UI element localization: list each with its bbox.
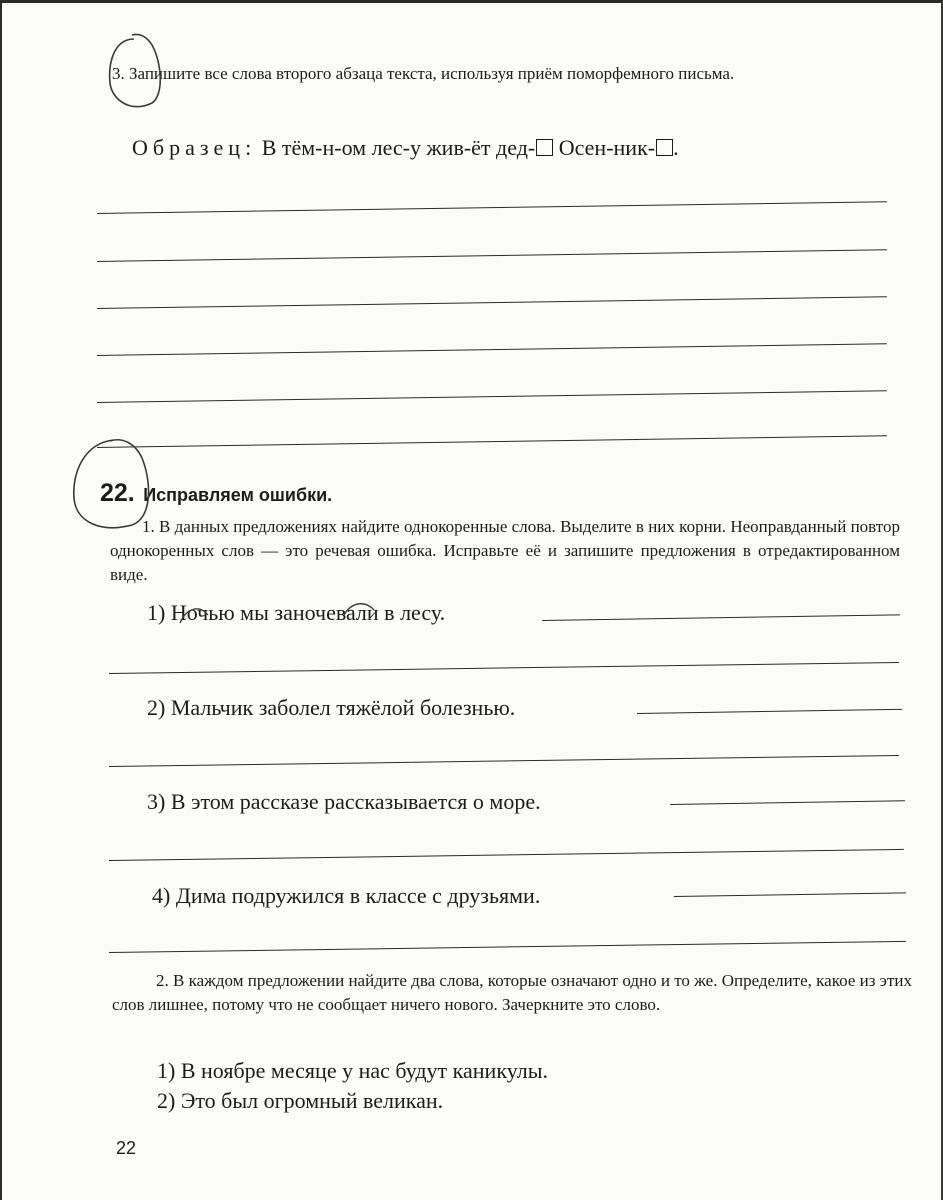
task-1-instruction	[110, 515, 900, 587]
task-2-sentence-1: 1) В ноябре месяце у нас будут каникулы.	[157, 1058, 549, 1083]
answer-line[interactable]	[674, 892, 906, 897]
answer-line[interactable]	[670, 800, 905, 805]
answer-line[interactable]	[109, 941, 906, 953]
answer-line[interactable]	[109, 662, 899, 674]
sample-text: В тём-н-ом лес-у жив-ёт дед-	[261, 135, 536, 160]
answer-line[interactable]	[97, 296, 887, 309]
task-2-sentence-2: 2) Это был огромный великан.	[157, 1088, 444, 1113]
task-2-text: 2. В каждом предложении найдите два слова, которые означают одно и то же. Определите, какое из этих слов лишнее, потому что не сообщает ничего нового. Зачеркните это слово.	[112, 971, 912, 1014]
sentence-1: 1) Ночью мы заночевали в лесу.	[147, 600, 446, 625]
answer-line[interactable]	[97, 390, 887, 403]
exercise-heading	[100, 479, 332, 508]
task-3-number: 3.	[112, 64, 125, 83]
pencil-marks	[2, 3, 943, 1203]
task-3-text: Запишите все слова второго абзаца текста, используя приём поморфемного письма.	[129, 64, 735, 83]
answer-line[interactable]	[109, 755, 899, 767]
sample-end: .	[673, 135, 679, 160]
exercise-number: 22.	[100, 479, 135, 507]
sample-line	[132, 135, 679, 161]
answer-line[interactable]	[97, 249, 887, 262]
null-ending-box	[656, 139, 673, 156]
answer-line[interactable]	[97, 343, 887, 356]
sample-text-2: Осен-ник-	[553, 135, 656, 160]
null-ending-box	[536, 139, 553, 156]
task-2-instruction	[112, 969, 912, 1017]
task-1-text: 1. В данных предложениях найдите однокоренные слова. Выделите в них корни. Неоправданный повтор однокоренных слов — это речевая ошибка. Исправьте её и запишите предложения в отредактированном виде.	[110, 517, 900, 584]
exercise-title: Исправляем ошибки.	[143, 485, 333, 505]
sentence-2: 2) Мальчик заболел тяжёлой болезнью.	[147, 695, 516, 720]
sentence-4: 4) Дима подружился в классе с друзьями.	[152, 883, 541, 908]
answer-line[interactable]	[97, 201, 887, 214]
task-3-instruction	[112, 61, 892, 86]
answer-line[interactable]	[542, 614, 900, 621]
sentence-3: 3) В этом рассказе рассказывается о море.	[147, 789, 541, 814]
answer-line[interactable]	[97, 435, 887, 448]
page-number: 22	[116, 1138, 137, 1158]
answer-line[interactable]	[109, 849, 904, 861]
answer-line[interactable]	[637, 709, 902, 714]
sample-label: Образец:	[132, 135, 257, 160]
